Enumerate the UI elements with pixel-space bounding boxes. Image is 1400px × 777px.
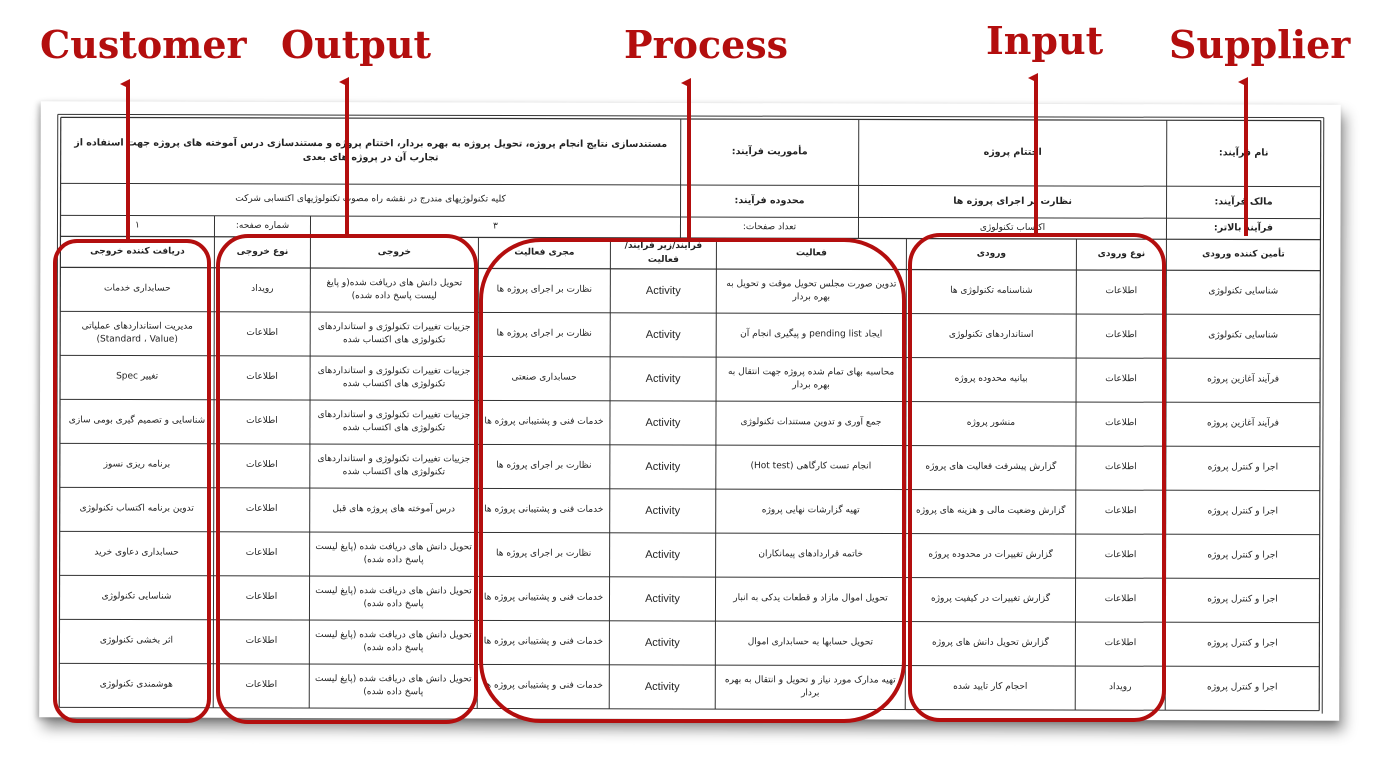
- row-3-output-type: اطلاعات: [246, 372, 278, 383]
- page-number-value: ۱: [135, 220, 140, 231]
- row-10-executor: خدمات فنی و پشتیبانی پروژه ها: [483, 680, 603, 692]
- row-10-activity: تهیه مدارک مورد نیاز و تحویل و انتقال به بهره بردار: [724, 674, 896, 699]
- row-9-input: گزارش تحویل دانش های پروژه: [932, 637, 1049, 649]
- row-4-output-type: اطلاعات: [246, 416, 278, 427]
- row-9-executor: خدمات فنی و پشتیبانی پروژه ها: [483, 636, 604, 648]
- row-2-output: جزییات تغییرات تکنولوژی و استانداردهای تکنولوژی های اکتساب شده: [317, 321, 471, 346]
- row-3-supplier: فرآیند آغازین پروژه: [1207, 374, 1280, 385]
- row-2-sub-process: Activity: [645, 328, 681, 341]
- row-10-input: احجام کار تایید شده: [953, 681, 1028, 693]
- column-header-input-type: نوع ورودی: [1097, 248, 1146, 259]
- row-4-supplier: فرآیند آغازین پروژه: [1206, 418, 1279, 429]
- row-7-input-type: اطلاعات: [1104, 550, 1137, 561]
- row-6-sub-process: Activity: [645, 504, 681, 517]
- row-3-output: جزییات تغییرات تکنولوژی و استانداردهای تکنولوژی های اکتساب شده: [317, 365, 471, 390]
- column-header-supplier: تأمین کننده ورودی: [1202, 249, 1285, 260]
- row-4-input-type: اطلاعات: [1105, 418, 1137, 429]
- row-7-output: تحویل دانش های دریافت شده (پایغ لیست پاسخ داده شده): [315, 541, 472, 566]
- column-header-sub-process: فرآیند/زیر فرآیند/فعالیت: [624, 240, 703, 265]
- input-label: Input: [986, 18, 1104, 63]
- row-5-output: جزییات تغییرات تکنولوژی و استانداردهای تکنولوژی های اکتساب شده: [317, 453, 471, 478]
- row-5-executor: نظارت بر اجرای پروژه ها: [496, 460, 592, 471]
- row-6-output: درس آموخته های پروژه های قبل: [332, 504, 456, 515]
- row-8-output-type: اطلاعات: [245, 592, 278, 603]
- row-1-output-type: رویداد: [251, 284, 274, 295]
- row-6-output-type: اطلاعات: [245, 504, 278, 515]
- row-7-executor: نظارت بر اجرای پروژه ها: [495, 548, 592, 559]
- row-5-sub-process: Activity: [645, 460, 681, 473]
- column-header-activity: فعالیت: [795, 248, 827, 259]
- row-2-input: استانداردهای تکنولوژی: [948, 329, 1034, 341]
- mission-value: مستندسازی نتایج انجام پروژه، تحویل پروژه به بهره بردار، اختتام پروژه و مستندسازی درس آموخته های پروژه جهت استفاده از تجارب آن در پروژه های بعدی: [74, 137, 668, 164]
- row-8-customer: شناسایی تکنولوژی: [101, 591, 172, 602]
- owner-label: مالک فرآیند:: [1214, 196, 1273, 208]
- row-9-customer: اثر بخشی تکنولوژی: [99, 635, 174, 646]
- row-7-customer: حسابداری دعاوی خرید: [94, 547, 179, 558]
- row-5-input: گزارش پیشرفت فعالیت های پروژه: [925, 461, 1057, 473]
- row-4-output: جزییات تغییرات تکنولوژی و استانداردهای تکنولوژی های اکتساب شده: [317, 409, 471, 434]
- row-3-input: بیانیه محدوده پروژه: [954, 373, 1028, 385]
- row-1-customer: حسابداری خدمات: [103, 283, 171, 294]
- output-label: Output: [281, 22, 432, 67]
- row-8-input-type: اطلاعات: [1104, 594, 1137, 605]
- row-3-input-type: اطلاعات: [1105, 374, 1137, 385]
- row-9-output: تحویل دانش های دریافت شده (پایغ لیست پاسخ داده شده): [315, 629, 472, 654]
- customer-label: Customer: [40, 22, 247, 67]
- row-1-output: تحویل دانش های دریافت شده(و پایغ لیست پاسخ داده شده): [326, 277, 463, 302]
- row-6-executor: خدمات فنی و پشتیبانی پروژه ها: [484, 504, 604, 516]
- row-7-input: گزارش تغییرات در محدوده پروژه: [928, 549, 1053, 561]
- row-7-activity: خاتمه قراردادهای پیمانکاران: [758, 549, 863, 560]
- column-header-input: ورودی: [976, 248, 1007, 259]
- row-4-executor: خدمات فنی و پشتیبانی پروژه ها: [484, 416, 604, 428]
- row-5-activity: انجام تست کارگاهی (Hot test): [750, 461, 872, 472]
- row-5-input-type: اطلاعات: [1105, 462, 1137, 473]
- row-6-supplier: اجرا و کنترل پروژه: [1207, 506, 1279, 517]
- column-header-output-type: نوع خروجی: [236, 246, 289, 257]
- row-8-input: گزارش تغییرات در کیفیت پروژه: [930, 593, 1051, 605]
- row-3-activity: محاسبه بهای تمام شده پروژه جهت انتقال به بهره بردار: [727, 366, 895, 391]
- row-9-output-type: اطلاعات: [245, 636, 278, 647]
- row-2-supplier: شناسایی تکنولوژی: [1208, 330, 1279, 341]
- upper-process-label: فرآیند بالاتر:: [1213, 222, 1274, 234]
- row-1-input-type: اطلاعات: [1105, 286, 1138, 297]
- page-number-label: شماره صفحه:: [235, 220, 290, 231]
- process-document: [39, 101, 1341, 720]
- row-2-executor: نظارت بر اجرای پروژه ها: [496, 328, 592, 339]
- grid-line: [56, 114, 58, 710]
- row-1-input: شناسنامه تکنولوژی ها: [950, 285, 1033, 297]
- upper-process-value: اکتساب تکنولوژی: [979, 222, 1046, 233]
- row-5-customer: برنامه ریزی نسوز: [103, 459, 171, 470]
- grid-line: [1322, 118, 1324, 714]
- row-6-customer: تدوین برنامه اکتساب تکنولوژی: [79, 503, 194, 514]
- row-10-customer: هوشمندی تکنولوژی: [99, 679, 173, 690]
- scope-label: محدوده فرآیند:: [734, 194, 805, 207]
- column-header-executor: مجری فعالیت: [514, 247, 575, 258]
- row-9-supplier: اجرا و کنترل پروژه: [1207, 638, 1278, 649]
- column-header-customer: دریافت کننده خروجی: [90, 246, 185, 257]
- row-1-sub-process: Activity: [645, 284, 681, 297]
- row-1-supplier: شناسایی تکنولوژی: [1208, 286, 1279, 297]
- row-2-output-type: اطلاعات: [246, 328, 279, 339]
- row-8-output: تحویل دانش های دریافت شده (پایغ لیست پاسخ داده شده): [315, 585, 472, 610]
- row-10-output: تحویل دانش های دریافت شده (پایغ لیست پاسخ داده شده): [314, 673, 472, 698]
- process-label: Process: [624, 22, 789, 67]
- row-3-sub-process: Activity: [645, 372, 681, 385]
- row-3-executor: حسابداری صنعتی: [511, 372, 577, 383]
- row-5-output-type: اطلاعات: [246, 460, 278, 471]
- row-4-activity: جمع آوری و تدوین مستندات تکنولوژی: [740, 417, 882, 428]
- scope-value: کلیه تکنولوژیهای مندرج در نقشه راه مصوب تکنولوژیهای اکتسابی شرکت: [235, 194, 506, 205]
- row-4-input: منشور پروژه: [966, 417, 1016, 429]
- row-2-customer: مدیریت استانداردهای عملیاتی (Standard ، Value): [81, 320, 193, 345]
- row-6-activity: تهیه گزارشات نهایی پروژه: [761, 505, 860, 516]
- row-8-supplier: اجرا و کنترل پروژه: [1207, 594, 1278, 605]
- row-7-supplier: اجرا و کنترل پروژه: [1207, 550, 1278, 561]
- process-name-value: اختتام پروژه: [983, 146, 1042, 158]
- row-9-sub-process: Activity: [644, 636, 680, 649]
- row-8-activity: تحویل اموال مازاد و قطعات یدکی به انبار: [733, 593, 888, 604]
- row-5-supplier: اجرا و کنترل پروژه: [1207, 462, 1279, 473]
- pages-value: ۳: [493, 221, 498, 232]
- owner-value: نظارت بر اجرای پروژه ها: [953, 195, 1072, 207]
- mission-label: مأموریت فرآیند:: [731, 145, 808, 158]
- row-1-activity: تدوین صورت مجلس تحویل موقت و تحویل به بهره بردار: [726, 278, 897, 303]
- row-2-activity: ایجاد pending list و پیگیری انجام آن: [740, 329, 883, 340]
- row-2-input-type: اطلاعات: [1105, 330, 1138, 341]
- row-10-sub-process: Activity: [644, 680, 680, 693]
- row-7-output-type: اطلاعات: [245, 548, 278, 559]
- column-header-output: خروجی: [377, 246, 412, 258]
- row-7-sub-process: Activity: [645, 548, 681, 561]
- row-6-input-type: اطلاعات: [1104, 506, 1137, 517]
- supplier-label: Supplier: [1169, 22, 1351, 67]
- row-10-output-type: اطلاعات: [245, 680, 278, 691]
- row-9-input-type: اطلاعات: [1104, 638, 1137, 649]
- row-6-input: گزارش وضعیت مالی و هزینه های پروژه: [915, 505, 1066, 517]
- pages-label: تعداد صفحات:: [742, 221, 797, 233]
- process-name-label: نام فرآیند:: [1218, 147, 1269, 159]
- row-8-sub-process: Activity: [645, 592, 680, 605]
- row-10-input-type: رویداد: [1109, 682, 1132, 693]
- row-4-sub-process: Activity: [645, 416, 681, 429]
- row-10-supplier: اجرا و کنترل پروژه: [1206, 682, 1278, 693]
- row-9-activity: تحویل حسابها به حسابداری اموال: [747, 637, 874, 648]
- row-3-customer: تغییر Spec: [116, 371, 159, 382]
- row-8-executor: خدمات فنی و پشتیبانی پروژه ها: [483, 592, 604, 604]
- row-4-customer: شناسایی و تصمیم گیری بومی سازی: [68, 415, 206, 426]
- row-1-executor: نظارت بر اجرای پروژه ها: [496, 284, 592, 295]
